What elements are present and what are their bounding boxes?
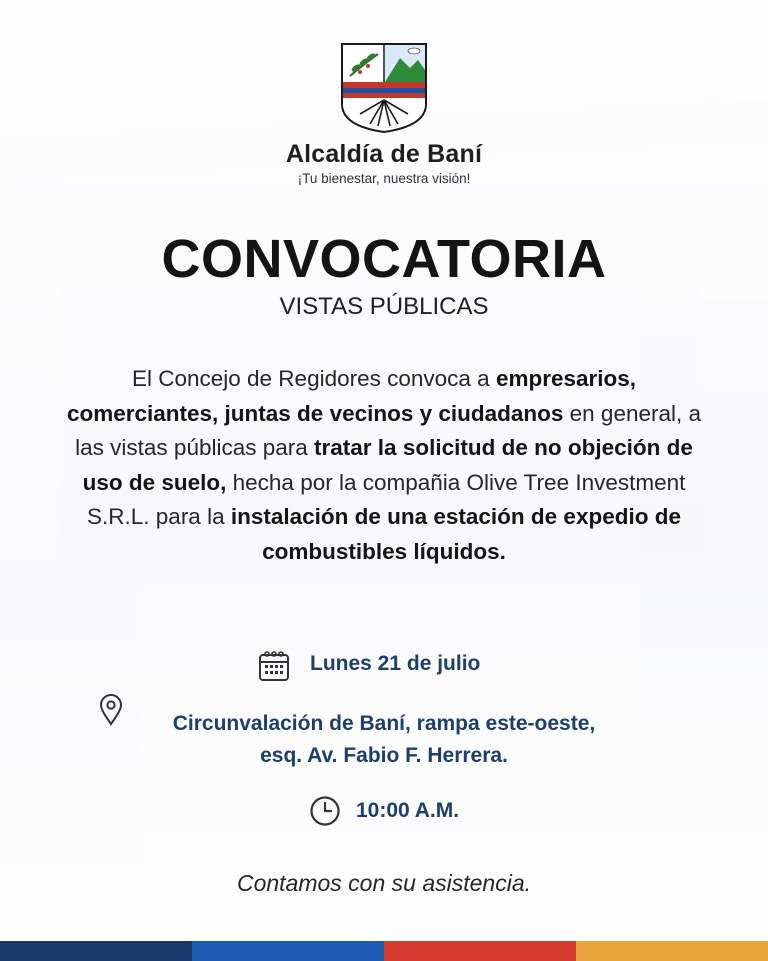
clock-icon <box>309 795 341 827</box>
footer-color-stripes <box>0 941 768 961</box>
brand-name: Alcaldía de Baní <box>285 140 483 168</box>
announcement-bold-2: tratar la solicitud de no objeción de uso de suelo, <box>82 435 693 495</box>
event-location-line2: esq. Av. Fabio F. Herrera. <box>260 744 508 767</box>
event-date: Lunes 21 de julio <box>310 652 481 675</box>
stripe-red <box>384 941 576 961</box>
closing-message: Contamos con su asistencia. <box>236 870 532 896</box>
announcement-bold-3: instalación de una estación de expedio de combustibles líquidos. <box>230 504 681 564</box>
municipal-coat-of-arms-logo <box>340 42 428 134</box>
announcement-text-1: El Concejo de Regidores convoca a <box>131 366 496 391</box>
page-subtitle: VISTAS PÚBLICAS <box>279 293 489 320</box>
stripe-orange <box>576 941 768 961</box>
announcement-text-2: en general, a las vistas públicas para <box>75 400 702 461</box>
announcement-text-3: hecha por la compañia Olive Tree Investment S.R.L. para la <box>87 469 686 530</box>
stripe-navy <box>0 941 192 961</box>
stripe-blue <box>192 941 384 961</box>
announcement-paragraph <box>60 362 708 570</box>
event-time: 10:00 A.M. <box>356 799 460 822</box>
calendar-icon <box>258 650 290 682</box>
announcement-bold-1: empresarios, comerciantes, juntas de vecinos y ciudadanos <box>66 366 637 426</box>
brand-tagline: ¡Tu bienestar, nuestra visión! <box>297 171 471 186</box>
event-location-line1: Circunvalación de Baní, rampa este-oeste, <box>172 712 596 735</box>
page-title: CONVOCATORIA <box>161 229 607 289</box>
